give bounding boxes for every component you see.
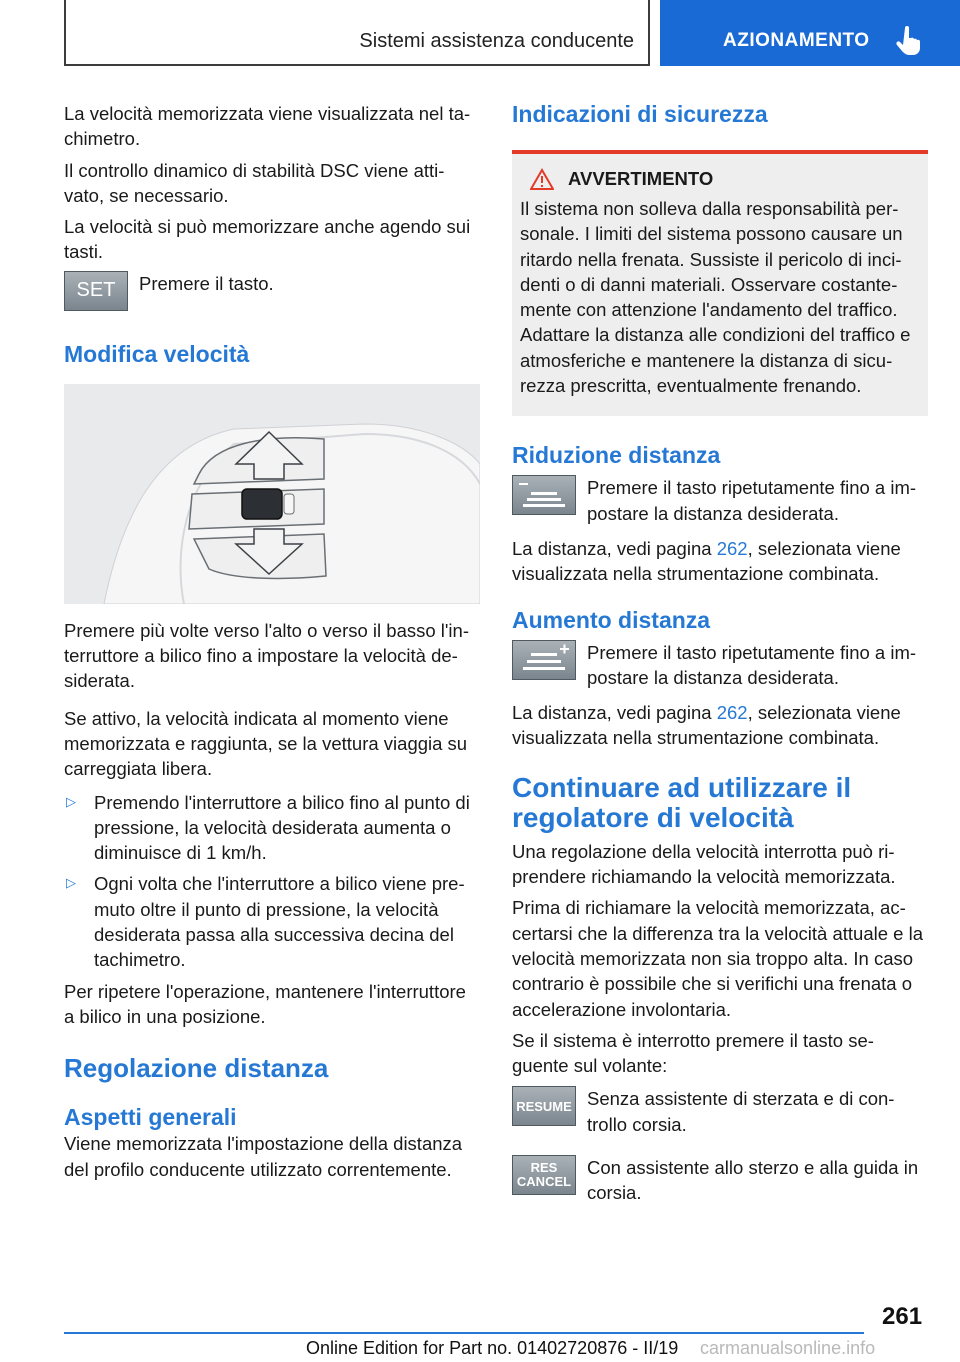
res-cancel-text: Con assistente allo sterzo e alla guida in corsia. — [587, 1157, 919, 1204]
warning-text: Il sistema non solleva dalla responsabilità per-sonale. I limiti del sistema possono causare un ritardo nella frenata. Sussiste il pericolo di inci-denti o di danni materiali. Osservare costante-mente con attenzione l'andamento del traffico. Adattare la distanza alle condizioni del traffico e atmosferiche e mantenere la distanza di sicu-rezza prescritta, eventualmente frenando. — [520, 198, 911, 397]
resume-row — [512, 1086, 928, 1137]
paragraph: La distanza, vedi pagina 262, selezionata viene visualizzata nella strumentazione combinata. — [512, 537, 901, 585]
warning-title: AVVERTIMENTO — [568, 168, 714, 189]
res-cancel-button-image — [512, 1155, 576, 1195]
warning-heading — [520, 168, 920, 190]
footer-edition: Online Edition for Part no. 01402720876 - II/19 — [306, 1338, 679, 1358]
header-section-box — [64, 0, 650, 66]
header-chapter-tab — [660, 0, 960, 66]
set-button-text: Premere il tasto. — [139, 272, 274, 294]
paragraph: Se attivo, la velocità indicata al momento viene memorizzata e raggiunta, se la vettura viaggia su carreggiata libera. — [64, 707, 468, 780]
footer-divider — [64, 1332, 864, 1334]
reduce-distance-button-image — [512, 475, 576, 515]
res-cancel-label-line1: RES — [530, 1160, 558, 1176]
paragraph: Il controllo dinamico di stabilità DSC viene atti-vato, se necessario. — [64, 159, 445, 206]
set-button-image — [64, 271, 128, 311]
left-column — [64, 101, 480, 1188]
set-button-row — [64, 271, 480, 311]
heading-aspetti-generali: Aspetti generali — [64, 1104, 237, 1131]
page-number: 261 — [882, 1303, 923, 1330]
paragraph: Premere più volte verso l'alto o verso il basso l'in-terruttore a bilico fino a impostare la velocità de-siderata. — [64, 619, 469, 692]
paragraph: Se il sistema è interrotto premere il tasto se-guente sul volante: — [512, 1029, 874, 1077]
right-column — [512, 101, 928, 1206]
increase-distance-button-image — [512, 640, 576, 680]
res-cancel-row — [512, 1155, 928, 1206]
increase-distance-row — [512, 640, 928, 691]
heading-modifica-velocita: Modifica velocità — [64, 340, 250, 367]
paragraph: Prima di richiamare la velocità memorizzata, ac-certarsi che la differenza tra la velocità attuale e la velocità memorizzata non sia troppo alta. In caso contrario è possibile che si verifichi una frenata o accelerazione involontaria. — [512, 897, 923, 1020]
set-button-label: SET — [76, 279, 116, 302]
header-section-title: Sistemi assistenza conducente — [359, 30, 634, 52]
steering-wheel-illustration — [64, 384, 480, 604]
warning-triangle-icon — [530, 168, 554, 190]
pointing-hand-icon — [896, 26, 922, 56]
footer-watermark: carmanualsonline.info — [700, 1338, 876, 1358]
increase-distance-text: Premere il tasto ripetutamente fino a im-postare la distanza desiderata. — [587, 641, 917, 688]
header-chapter-label: AZIONAMENTO — [723, 30, 870, 51]
heading-continuare: Continuare ad utilizzare il regolatore di velocità — [512, 771, 852, 833]
reduce-distance-text: Premere il tasto ripetutamente fino a im-postare la distanza desiderata. — [587, 477, 917, 524]
reduce-distance-row — [512, 475, 928, 526]
paragraph: Una regolazione della velocità interrotta può ri-prendere richiamando la velocità memorizzata. — [512, 840, 896, 888]
paragraph: La distanza, vedi pagina 262, selezionata viene visualizzata nella strumentazione combinata. — [512, 702, 901, 749]
page-link[interactable]: 262 — [716, 537, 748, 559]
paragraph: La velocità si può memorizzare anche agendo sui tasti. — [64, 216, 471, 263]
heading-aumento-distanza: Aumento distanza — [512, 606, 711, 633]
resume-button-label: RESUME — [516, 1098, 572, 1114]
rocker-switch-icon — [64, 384, 480, 604]
paragraph: La velocità memorizzata viene visualizzata nel ta-chimetro. — [64, 103, 471, 150]
triangle-bullet-icon: ▷ — [66, 875, 76, 891]
warning-box — [512, 150, 928, 416]
heading-regolazione-distanza: Regolazione distanza — [64, 1053, 329, 1084]
list-item: ▷ Premendo l'interruttore a bilico fino al punto di pressione, la velocità desiderata aumenta o diminuisce di 1 km/h. — [64, 790, 480, 866]
resume-button-image — [512, 1086, 576, 1126]
heading-riduzione-distanza: Riduzione distanza — [512, 442, 721, 469]
resume-text: Senza assistente di sterzata e di con-trollo corsia. — [587, 1088, 895, 1135]
paragraph: Viene memorizzata l'impostazione della distanza del profilo conducente utilizzato correntemente. — [64, 1133, 463, 1180]
distance-plus-icon — [513, 641, 575, 679]
heading-indicazioni-sicurezza: Indicazioni di sicurezza — [512, 101, 768, 127]
triangle-bullet-icon: ▷ — [66, 793, 76, 809]
list-item: ▷ Ogni volta che l'interruttore a bilico viene pre-muto oltre il punto di pressione, la velocità desiderata passa alla successiva decina del tachimetro. — [64, 871, 480, 972]
paragraph: Per ripetere l'operazione, mantenere l'interruttore a bilico in una posizione. — [64, 980, 466, 1027]
page-link[interactable]: 262 — [716, 702, 748, 724]
distance-minus-icon — [513, 476, 575, 514]
res-cancel-label-line2: CANCEL — [516, 1174, 572, 1190]
